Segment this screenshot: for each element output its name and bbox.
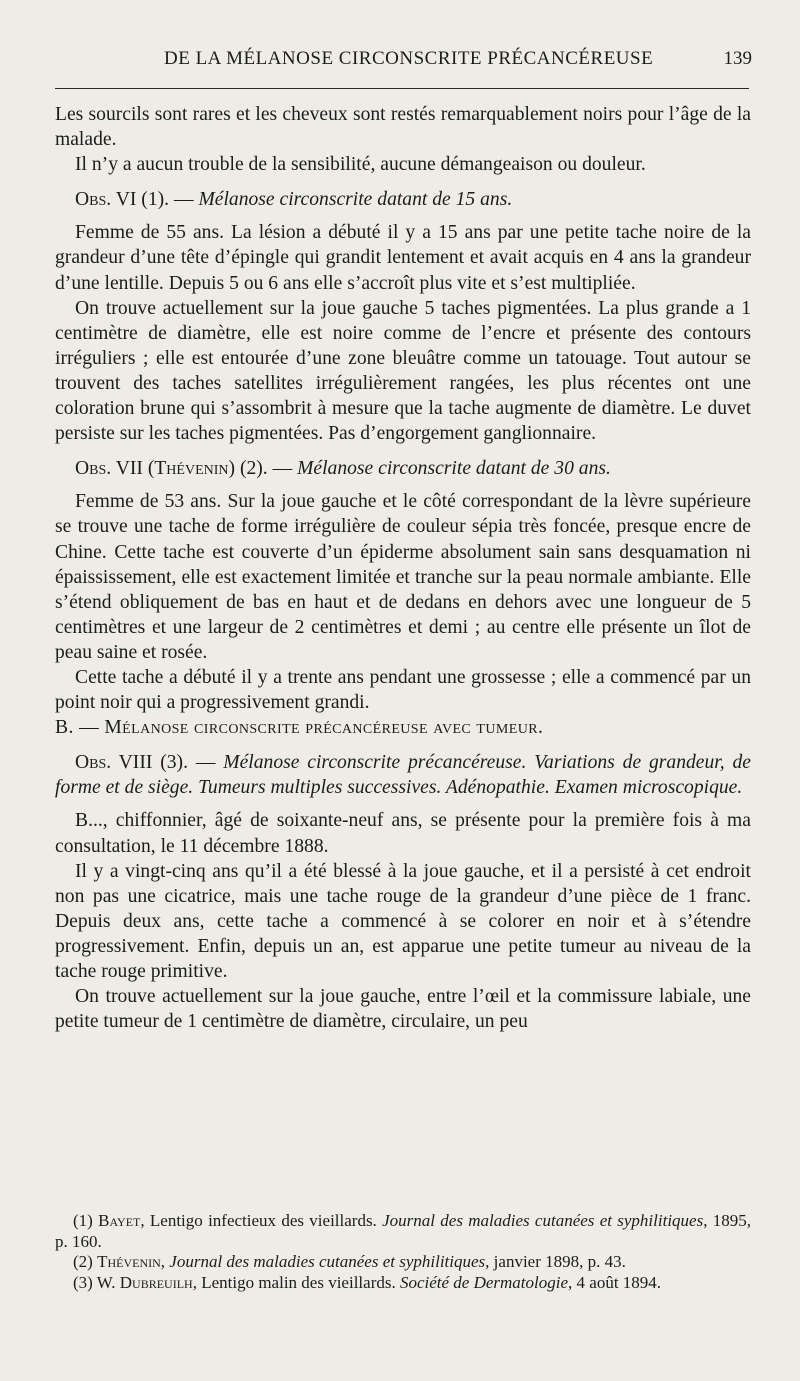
paragraph: Les sourcils sont rares et les cheveux sont restés remarquablement noirs pour l’âge de la malade. [55,104,751,151]
observation-heading [55,187,751,212]
header-rule [55,88,749,89]
paragraph: Il y a vingt-cinq ans qu’il a été blessé à la joue gauche, et il a persisté à cet endroit non pas une cicatrice, mais une tache rouge de la grandeur d’une pièce de 1 franc. Depuis deux ans, cette tache a commencé à se colorer en noir et à s’étendre progressivement. Enfin, depuis un an, est apparue une petite tumeur au niveau de la tache rouge primitive. [55,860,751,982]
footnote-text: , [160,1252,170,1271]
footnote-mark: (1) [73,1211,99,1230]
observation-title: Mélanose circonscrite précancéreuse. Variations de grandeur, de forme et de siège. Tumeurs multiples successives. Adénopathie. Examen microscopique. [55,752,751,799]
paragraph: Cette tache a débuté il y a trente ans pendant une grossesse ; elle a commencé par un point noir qui a progressivement grandi. [55,666,751,714]
page-number: 139 [723,48,752,69]
section-heading: B. — Mélanose circonscrite précancéreuse avec tumeur. [55,717,544,739]
paragraph: Femme de 55 ans. La lésion a débuté il y a 15 ans par une petite tache noire de la grandeur d’une tête d’épingle qui grandit lentement et avait acquis en 4 ans la grandeur d’une lentille. Depuis 5 ou 6 ans elle s’accroît plus vite et s’est multipliée. [55,222,751,294]
footnote-text: , Lentigo malin des vieillards. [192,1272,400,1292]
footnote-rest: , janvier 1898, p. 43. [485,1252,626,1271]
footnote-author: Thévenin [97,1252,161,1271]
footnote-journal: Société de Dermatologie [399,1272,569,1292]
body-text [55,102,751,1034]
footnote-author: Dubreuilh [119,1272,193,1292]
footnote-journal: Journal des maladies cutanées et syphilitiques [169,1252,486,1271]
observation-heading [55,456,751,481]
footnote-mark: (3) W. [73,1272,120,1292]
observation-heading [55,750,751,800]
footnote [55,1252,751,1273]
footnotes [55,1211,751,1293]
paragraph: Il n’y a aucun trouble de la sensibilité, aucune démangeaison ou douleur. [75,154,646,176]
observation-separator: — [187,752,224,774]
paragraph: Femme de 53 ans. Sur la joue gauche et le côté correspondant de la lèvre supérieure se trouve une tache de forme irrégulière de couleur sépia très foncée, presque encre de Chine. Cette tache est couverte d’un épiderme absolument sain sans desquamation ni épaississement, elle est exactement limitée et tranche sur la peau normale ambiante. Elle s’étend obliquement de bas en haut et de dedans en dehors avec une longueur de 5 centimètres et une largeur de 2 centimètres et demi ; au centre elle présente un îlot de peau saine et rosée. [55,491,751,663]
observation-separator: — [169,189,199,211]
footnote [55,1211,751,1252]
footnote [55,1273,751,1294]
observation-separator: — [267,458,298,480]
footnote-author: Bayet [98,1211,141,1230]
paragraph: On trouve actuellement sur la joue gauche, entre l’œil et la commissure labiale, une petite tumeur de 1 centimètre de diamètre, circulaire, un peu [55,986,751,1033]
observation-label: Obs. VIII (3). [75,752,188,774]
footnote-rest: , 4 août 1894. [568,1272,662,1292]
footnote-rest: , 1895, p. 160. [55,1211,751,1251]
footnote-journal: Journal des maladies cutanées et syphilitiques [382,1211,704,1230]
paragraph: B..., chiffonnier, âgé de soixante-neuf ans, se présente pour la première fois à ma consultation, le 11 décembre 1888. [55,810,751,857]
observation-label: Obs. VII (Thévenin) (2). [75,458,268,480]
observation-title: Mélanose circonscrite datant de 30 ans. [297,458,611,480]
running-head [52,48,752,72]
footnote-mark: (2) [73,1252,98,1271]
running-title: DE LA MÉLANOSE CIRCONSCRITE PRÉCANCÉREUSE [164,48,654,69]
paragraph: On trouve actuellement sur la joue gauche 5 taches pigmentées. La plus grande a 1 centimètre de diamètre, elle est noire comme de l’encre et présente des contours irréguliers ; elle est entourée d’une zone bleuâtre comme un tatouage. Tout autour se trouvent des taches satellites irrégulièrement rangées, les plus récentes ont une coloration brune qui s’assombrit à mesure que la tache augmente de diamètre. Le duvet persiste sur les taches pigmentées. Pas d’engorgement ganglionnaire. [55,297,751,445]
footnote-text: , Lentigo infectieux des vieillards. [140,1211,383,1230]
observation-label: Obs. VI (1). [75,189,170,211]
observation-title: Mélanose circonscrite datant de 15 ans. [198,189,513,211]
